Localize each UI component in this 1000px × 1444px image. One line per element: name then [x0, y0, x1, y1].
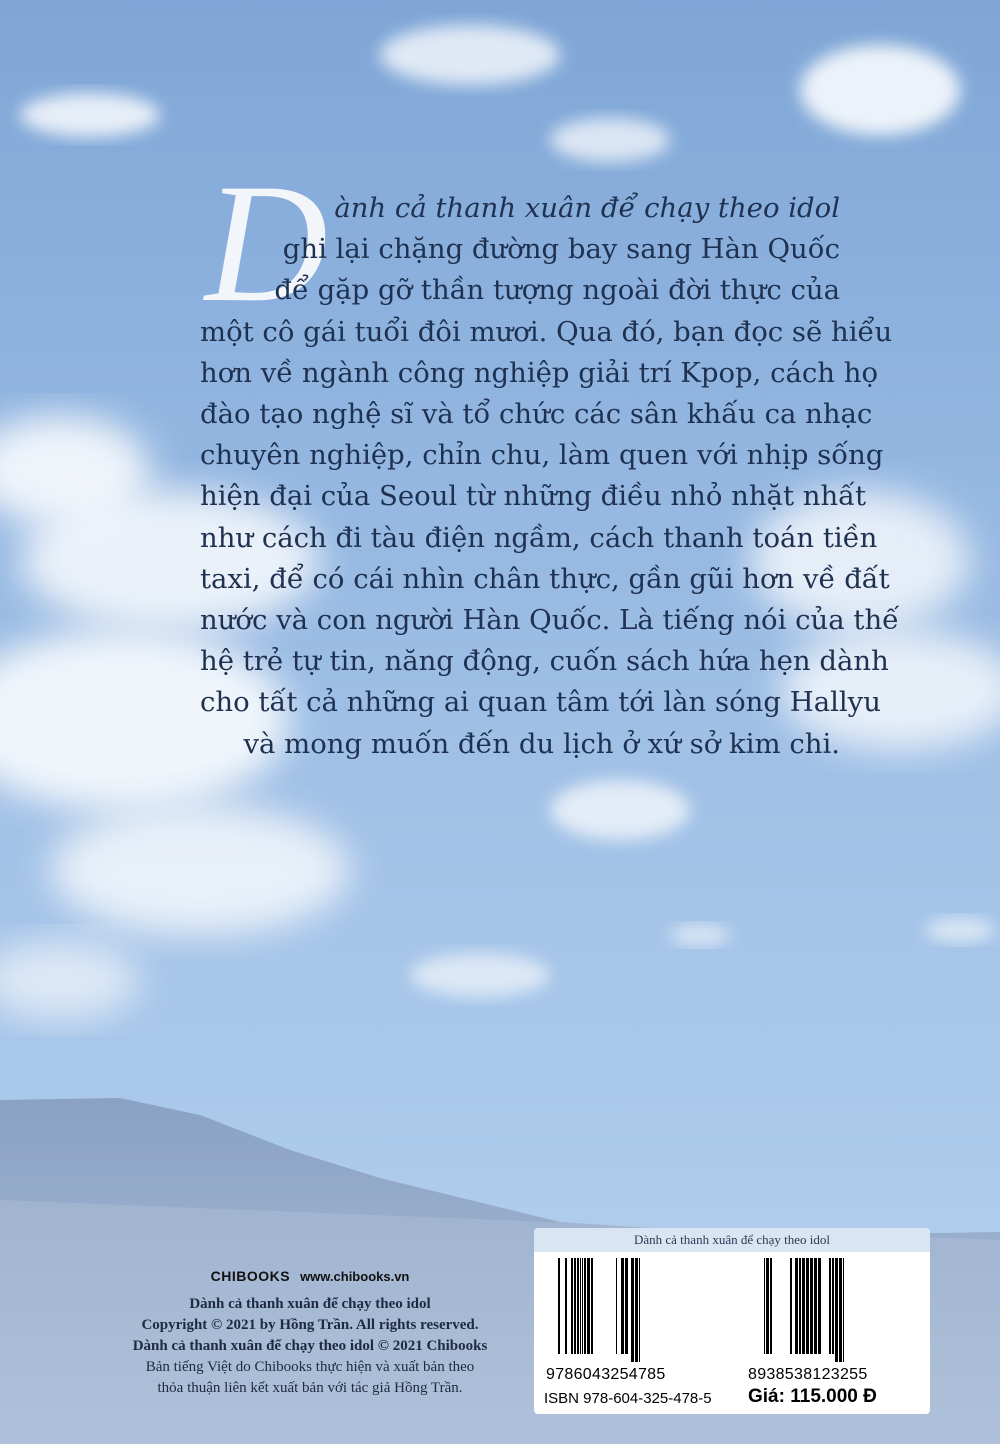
barcode-bar [621, 1258, 624, 1354]
license-line: thỏa thuận liên kết xuất bản với tác giả Hồng Trần. [157, 1380, 463, 1396]
barcode-bar [795, 1258, 798, 1354]
copyright-line: Dành cả thanh xuân để chạy theo idol © 2021 Chibooks [132, 1338, 488, 1354]
blurb-line: cho tất cả những ai quan tâm tới làn sóng Hallyu [200, 686, 881, 719]
barcode-title: Dành cả thanh xuân để chạy theo idol [534, 1228, 930, 1252]
publisher-book-title: Dành cả thanh xuân để chạy theo idol [189, 1296, 431, 1312]
price-barcode [750, 1258, 920, 1362]
barcode-bar [829, 1258, 831, 1354]
blurb-line: hệ trẻ tự tin, năng động, cuốn sách hứa hẹn dành [200, 645, 889, 678]
publisher-info [100, 1268, 520, 1399]
isbn-label: ISBN 978-604-325-478-5 [544, 1390, 712, 1407]
blurb-line: hiện đại của Seoul từ những điều nhỏ nhặt nhất [200, 480, 867, 513]
barcode-bar [616, 1258, 617, 1354]
blurb-line: ghi lại chặng đường bay sang Hàn Quốc [282, 233, 840, 266]
blurb-line: nước và con người Hàn Quốc. Là tiếng nói của thế [200, 604, 900, 637]
barcode-bar [639, 1258, 640, 1362]
drop-cap: D [205, 149, 328, 337]
blurb-line: như cách đi tàu điện ngầm, cách thanh toán tiền [200, 521, 878, 554]
barcode-bar [571, 1258, 573, 1354]
barcode-bar [577, 1258, 579, 1354]
barcode-bar [582, 1258, 583, 1354]
barcode-bar [587, 1258, 590, 1354]
publisher-website: www.chibooks.vn [300, 1268, 410, 1284]
isbn-digits: 9786043254785 [546, 1366, 666, 1383]
blurb-line: đào tạo nghệ sĩ và tổ chức các sân khấu ca nhạc [200, 398, 873, 431]
barcode-bar [770, 1258, 772, 1354]
publisher-logo: CHIBOOKS [210, 1268, 291, 1284]
barcode-bar [565, 1258, 567, 1354]
barcode-bar [631, 1258, 634, 1362]
blurb-text [200, 188, 900, 765]
copyright-line: Copyright © 2021 by Hồng Trần. All rights reserved. [141, 1317, 479, 1333]
price-digits: 8938538123255 [748, 1366, 868, 1383]
barcode-bar [790, 1258, 792, 1354]
blurb-line: để gặp gỡ thần tượng ngoài đời thực của [274, 274, 840, 307]
barcode-bar [799, 1258, 801, 1354]
barcode-bar [832, 1258, 834, 1354]
barcode-panel [534, 1228, 930, 1414]
barcode-bar [810, 1258, 813, 1354]
barcode-bar [580, 1258, 581, 1354]
barcode-bar [584, 1258, 586, 1354]
barcode-bar [591, 1258, 593, 1354]
barcode-bar [802, 1258, 805, 1354]
barcode-bar [806, 1258, 809, 1354]
isbn-barcode [548, 1258, 718, 1362]
barcode-bar [814, 1258, 817, 1354]
blurb-line: chuyên nghiệp, chỉn chu, làm quen với nhịp sống [200, 439, 884, 472]
publisher-brand [100, 1268, 520, 1284]
barcode-bar [764, 1258, 765, 1354]
barcode-bar [766, 1258, 769, 1354]
barcode-bar [839, 1258, 842, 1362]
blurb-line: ành cả thanh xuân để chạy theo idol [334, 192, 840, 224]
barcode-bar [574, 1258, 576, 1354]
blurb-line: hơn về ngành công nghiệp giải trí Kpop, cách họ [200, 356, 879, 389]
blurb-line: taxi, để có cái nhìn chân thực, gần gũi hơn về đất [200, 562, 890, 595]
price-label: Giá: 115.000 Đ [748, 1386, 877, 1407]
license-line: Bản tiếng Việt do Chibooks thực hiện và xuất bản theo [145, 1359, 475, 1375]
barcode-bar [635, 1258, 638, 1362]
barcode-bar [818, 1258, 821, 1354]
barcode-bar [558, 1258, 560, 1354]
blurb-line: một cô gái tuổi đôi mươi. Qua đó, bạn đọc sẽ hiểu [200, 315, 893, 348]
blurb-line: và mong muốn đến du lịch ở xứ sở kim chi. [243, 727, 840, 760]
barcode-bar [625, 1258, 628, 1354]
barcode-bar [843, 1258, 844, 1362]
barcode-bar [835, 1258, 838, 1362]
